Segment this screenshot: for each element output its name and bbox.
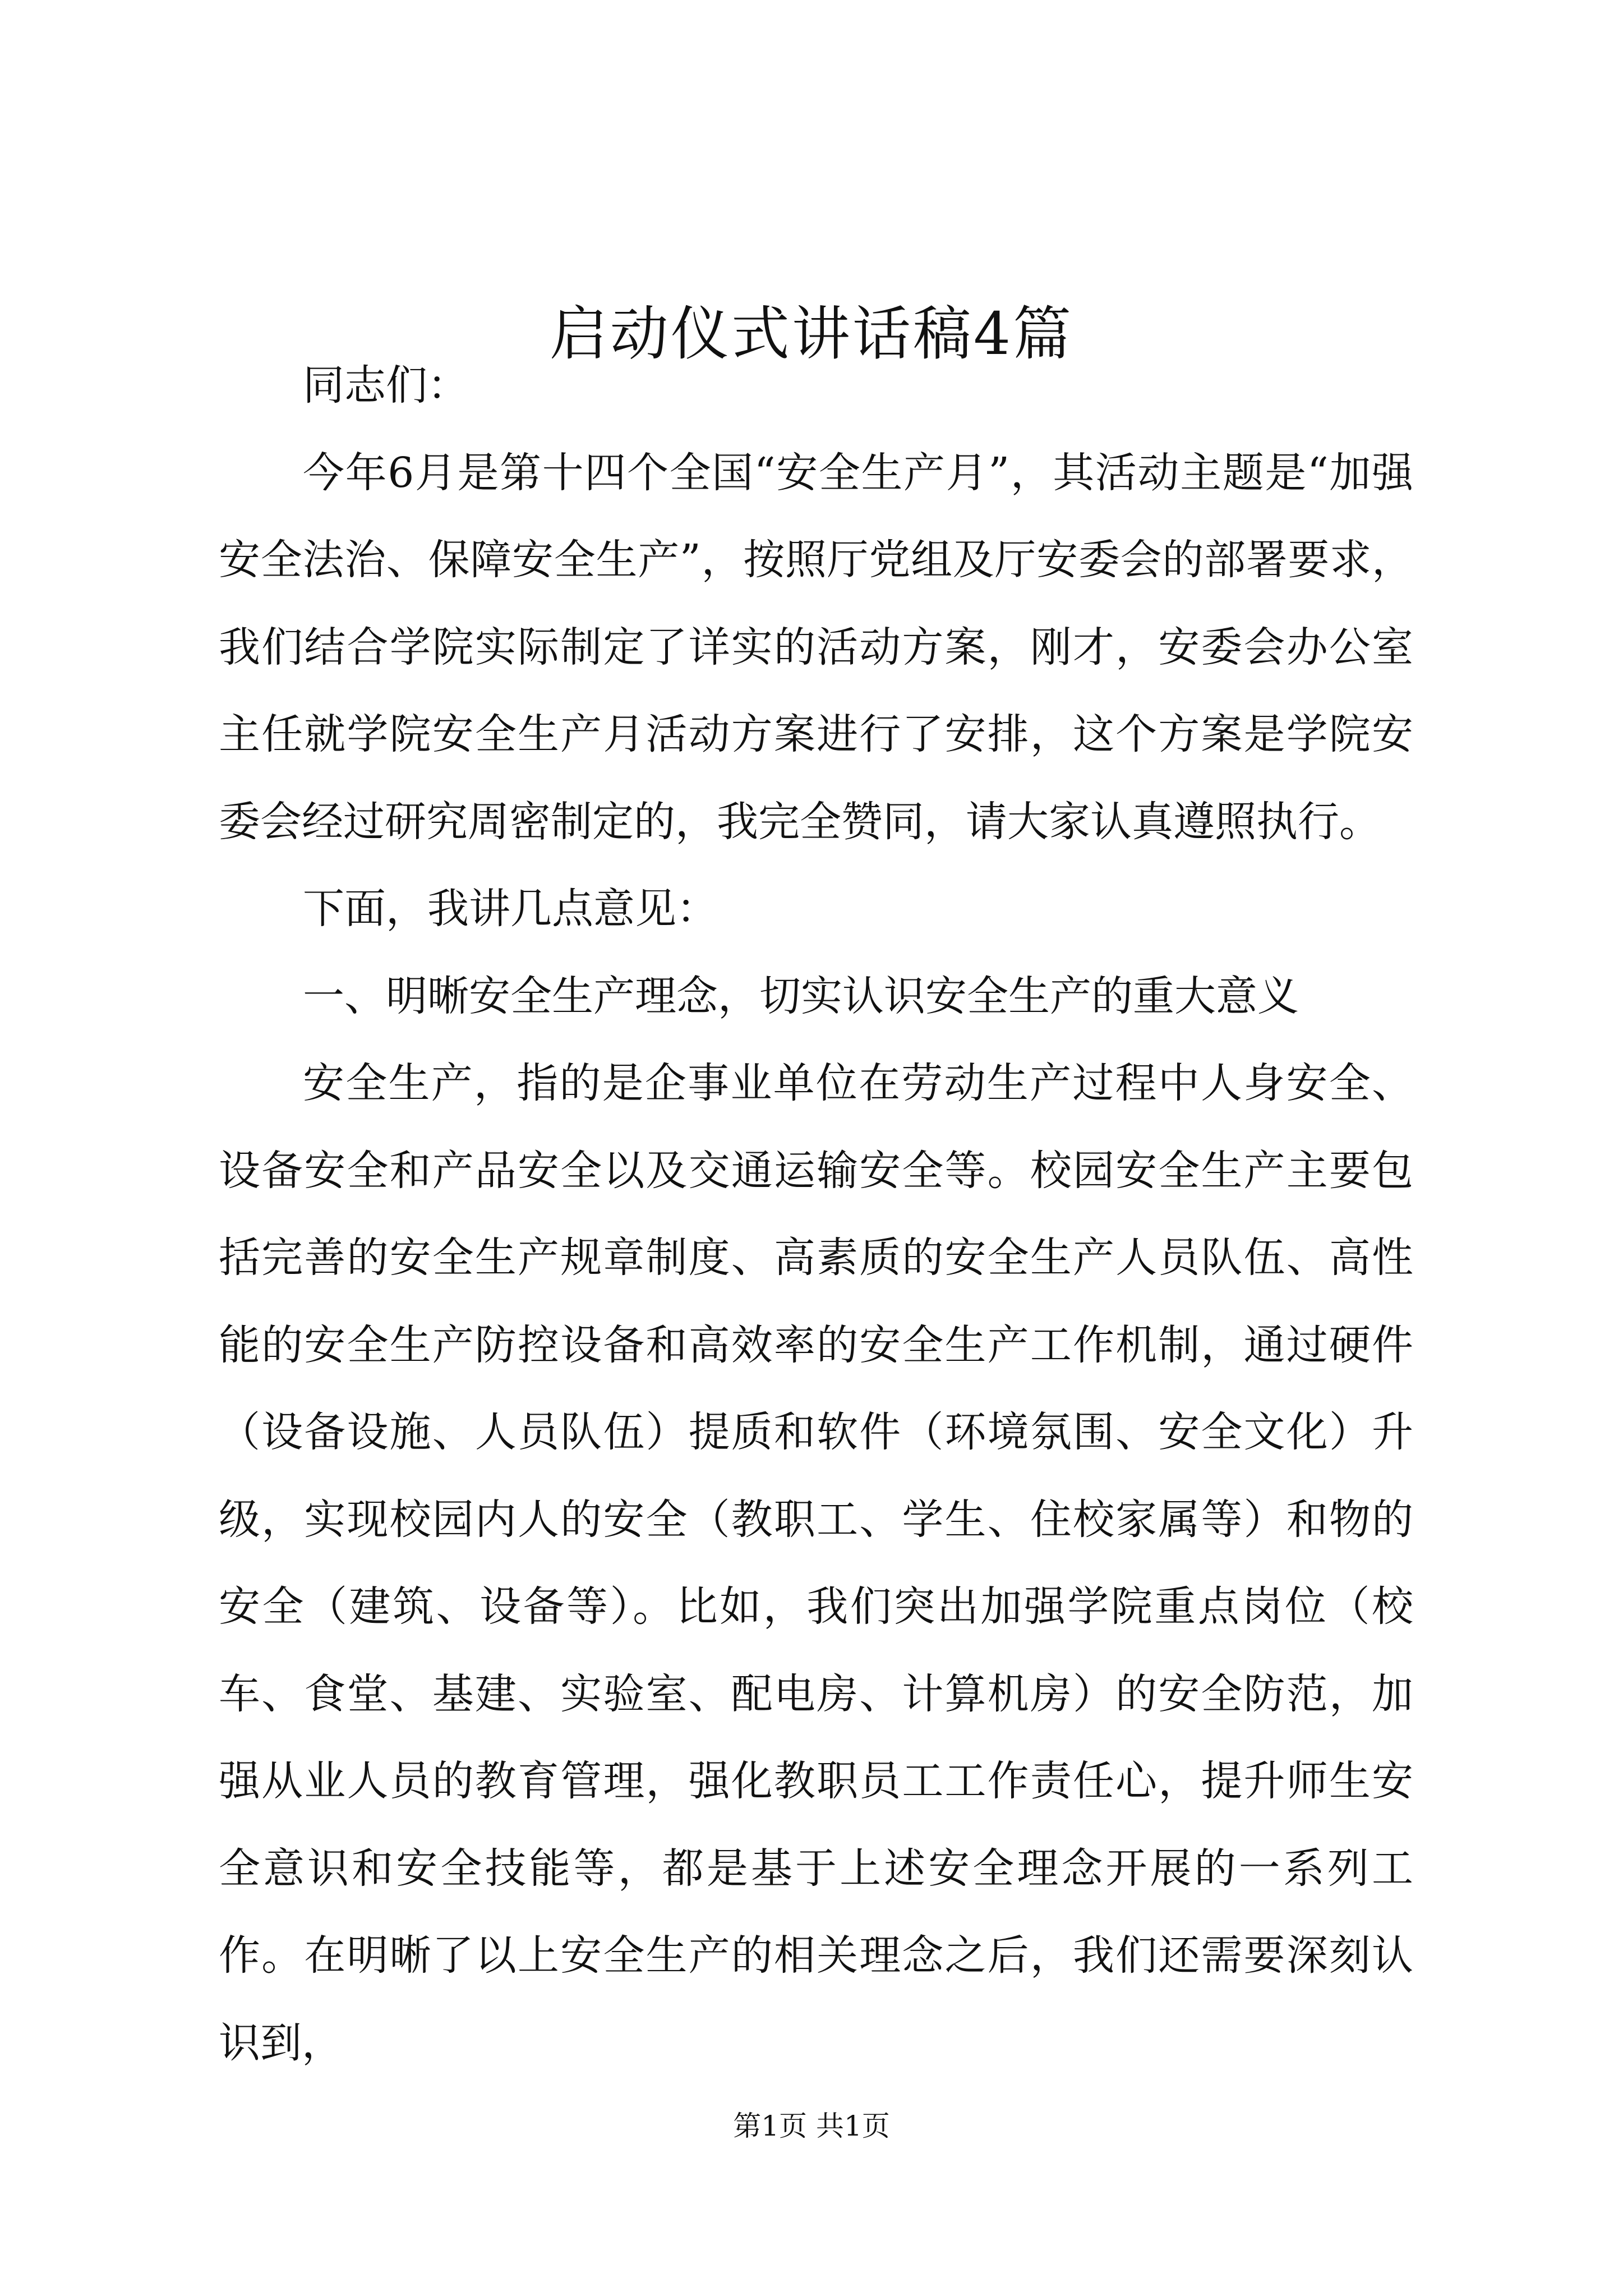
body-paragraph: 安全生产，指的是企事业单位在劳动生产过程中人身安全、设备安全和产品安全以及交通运输安全等。校园安全生产主要包括完善的安全生产规章制度、高素质的安全生产人员队伍、高性能的安全生产防控设备和高效率的安全生产工作机制，通过硬件（设备设施、人员队伍）提质和软件（环境氛围、安全文化）升级，实现校园内人的安全（教职工、学生、住校家属等）和物的安全（建筑、设备等）。比如，我们突出加强学院重点岗位（校车、食堂、基建、实验室、配电房、计算机房）的安全防范，加强从业人员的教育管理，强化教职员工工作责任心，提升师生安全意识和安全技能等，都是基于上述安全理念开展的一系列工作。在明晰了以上安全生产的相关理念之后，我们还需要深刻认识到， <box>219 1059 1413 2067</box>
page-number-footer: 第1页 共1页 <box>733 2110 890 2142</box>
document-title: 启动仪式讲话稿4篇 <box>549 300 1074 368</box>
body-paragraph: 今年6月是第十四个全国“安全生产月”，其活动主题是“加强安全法治、保障安全生产”，按照厅党组及厅安委会的部署要求，我们结合学院实际制定了详实的活动方案，刚才，安委会办公室主任就学院安全生产月活动方案进行了安排，这个方案是学院安委会经过研究周密制定的，我完全赞同，请大家认真遵照执行。 <box>219 448 1413 846</box>
document-body <box>219 342 1413 2087</box>
salutation-paragraph: 同志们： <box>303 361 469 409</box>
section-heading: 一、明晰安全生产理念，切实认识安全生产的重大意义 <box>303 972 1299 1020</box>
body-paragraph: 下面，我讲几点意见： <box>303 885 718 933</box>
